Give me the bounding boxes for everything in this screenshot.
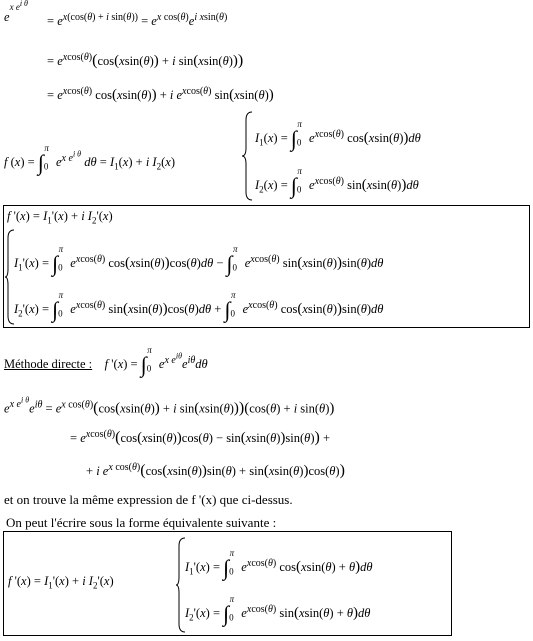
equation-line-1-rhs: = $e^{x(cos(\theta) + i sin(\theta))} = e^{x cos(\theta)}e^{i xsin(\theta)}$: [47, 12, 228, 29]
direct-line-1: $e^{x e^{i \theta}}e^{i\theta} = e^{x cos(\theta)}(\cos(xsin(\theta)) + i$ sin(xsin(θ)))(cos(θ) + i sin(θ)): [4, 396, 335, 417]
direct-line-3: + i $e^{x cos(\theta)}(\cos(xsin(\theta))\sin(\theta) + \sin(xsin(\theta))\cos(\theta))$: [86, 462, 345, 480]
brace-f-def: [242, 110, 254, 202]
methode-label: Méthode directe :: [4, 357, 93, 371]
equation-line-3: = $e^{xcos(\theta)}$ cos(xsin(θ)) + i $e^{xcos(\theta)}$ sin(xsin(θ)): [47, 86, 274, 104]
final-I1-prime: $I_1'(x) = \int_0^\pi$ $e^{xcos(\theta)}$ cos(xsin(θ) + θ)dθ: [185, 547, 373, 580]
I1-prime: $I_1'(x) = \int_0^\pi$ $e^{xcos(\theta)}$ $\cos(xsin(\theta))\cos(\theta)d\theta - \int_0^\pi$ $e^{xcos(\theta)}$ sin(xsin(θ))sin(θ)dθ: [14, 243, 384, 276]
I2-prime: $I_2'(x) = \int_0^\pi$ $e^{xcos(\theta)}$ $\sin(xsin(\theta))\cos(\theta)d\theta + \int_0^\pi$ $e^{xcos(\theta)}$ cos(xsin(θ))sin(θ)dθ: [14, 289, 384, 322]
direct-line-2: = $e^{xcos(\theta)}(\cos(xsin(\theta))\cos(\theta) - \sin(xsin(\theta))\sin(\theta))$ +: [70, 429, 330, 447]
equation-line-1: $e^{x e^{i \theta}}$: [4, 0, 28, 25]
I2-definition: $I_2(x) = \int_0^\pi$ $e^{xcos(\theta)}$ sin(xsin(θ))dθ: [255, 165, 419, 198]
f-definition: f $(x) = \int_0^\pi$ $e^{x e^{i \theta}}$ $d\theta = I_1(x) + i$ $I_2(x)$: [4, 142, 175, 175]
text-same-expression: et on trouve la même expression de f '(x) que ci-dessus.: [4, 492, 293, 507]
fprime-definition: f '$(x) = I_1'(x) + i$ $I_2'(x)$: [7, 209, 113, 226]
final-I2-prime: $I_2'(x) = \int_0^\pi$ $e^{xcos(\theta)}$ sin(xsin(θ) + θ)dθ: [185, 593, 371, 626]
methode-directe: Méthode directe : f '$(x) = \int_0^\pi$ $e^{x e^{i\theta}}e^{i\theta}d\theta$: [4, 344, 208, 377]
text-equivalent-form: On peut l'écrire sous la forme équivalente suivante :: [6, 515, 277, 530]
equation-line-2: = $e^{xcos(\theta)}(\cos(xsin(\theta)) + i$ sin(xsin(θ))): [47, 52, 244, 70]
I1-definition: $I_1(x) = \int_0^\pi$ $e^{xcos(\theta)}$ cos(xsin(θ))dθ: [255, 118, 421, 151]
final-fprime: f '$(x) = I_1'(x) + i$ $I_2'(x)$: [8, 574, 114, 591]
